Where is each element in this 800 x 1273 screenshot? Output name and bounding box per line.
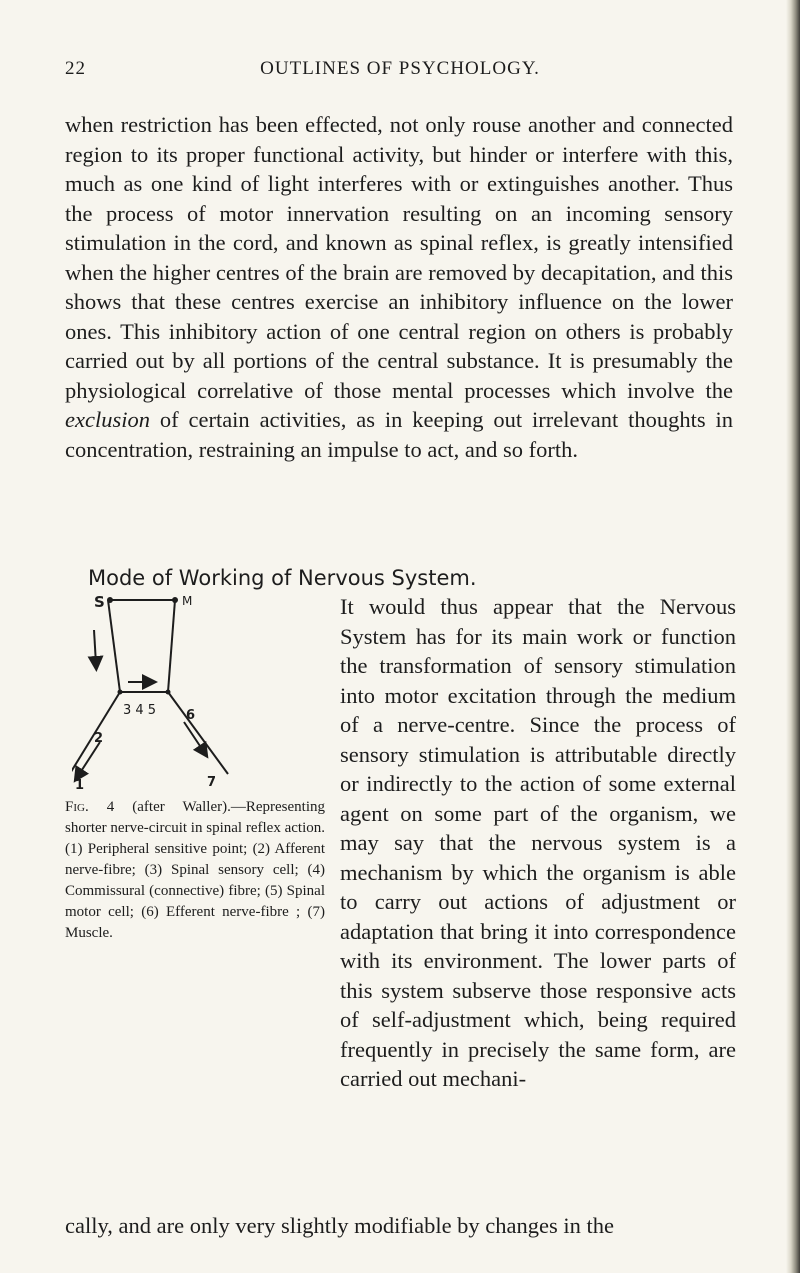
running-head bbox=[65, 58, 735, 88]
label-m: M bbox=[182, 594, 193, 608]
page-number: 22 bbox=[65, 58, 86, 79]
paragraph-emphasis: exclusion bbox=[65, 407, 150, 432]
nerve-circuit-diagram bbox=[72, 592, 334, 792]
motor-point-dot bbox=[172, 597, 178, 603]
paragraph-text-end: of certain activities, as in keeping out irrelevant thoughts in concentration, restraining an impulse to act, and so forth. bbox=[65, 407, 733, 462]
label-2: 2 bbox=[94, 731, 104, 746]
motor-cell-dot bbox=[166, 690, 171, 695]
efferent-fibre bbox=[168, 692, 228, 774]
paragraph-text: when restriction has been effected, not only rouse another and connected region to its proper functional activity, but hinder or interfere with this, much as one kind of light interferes with or extinguishes another. Thus the process of motor innervation resulting on an incoming sensory stimulation in the cord, and known as spinal reflex, is greatly intensified when the higher centres of the brain are removed by decapitation, and this shows that these centres exercise an inhibitory influence on the lower ones. This inhibitory action of one central region on others is probably carried out by all portions of the central substance. It is presumably the physiological correlative of those mental processes which involve the bbox=[65, 112, 733, 403]
figure-caption bbox=[65, 797, 325, 944]
caption-label: Fig. 4 bbox=[65, 799, 115, 815]
label-1: 1 bbox=[75, 778, 85, 792]
section-side-text: It would thus appear that the Nervous System has for its main work or function the transformation of sensory stimulation into motor excitation through the medium of a nerve-centre. Since the process of sensory stimulation is attributable directly or indirectly to the action of some external agent on some part of the organism, we may say that the nervous system is a mechanism by which the organism is able to carry out actions of adjustment or adaptation that bring it into correspondence with its environment. The lower parts of this system subserve those responsive acts of self-adjustment which, being required frequently in precisely the same form, are carried out mechani- bbox=[340, 594, 736, 1091]
label-6: 6 bbox=[186, 708, 196, 723]
label-s: S bbox=[94, 593, 105, 611]
body-paragraph bbox=[65, 110, 733, 464]
sensory-cell-dot bbox=[118, 690, 123, 695]
label-7: 7 bbox=[207, 775, 217, 790]
caption-text: (after Waller).—Representing shorter nerve-circuit in spinal reflex action. (1) Peripheral sensitive point; (2) Afferent nerve-fibre; (3) Spinal sensory cell; (4) Commissural (connective) fibre; (5) Spinal motor cell; (6) Efferent nerve-fibre ; (7) Muscle. bbox=[65, 799, 325, 941]
label-345: 3 4 5 bbox=[123, 703, 157, 718]
sensory-point-dot bbox=[107, 597, 113, 603]
nerve-circuit-figure bbox=[72, 592, 334, 792]
page-edge bbox=[786, 0, 800, 1273]
running-title: OUTLINES OF PSYCHOLOGY. bbox=[260, 58, 540, 79]
section-heading-line bbox=[88, 563, 738, 594]
section-heading: Mode of Working of Nervous System. bbox=[88, 566, 477, 590]
left-arrow bbox=[94, 630, 96, 664]
section-last-line: cally, and are only very slightly modifiable by changes in the bbox=[65, 1213, 615, 1238]
right-upper-fibre bbox=[168, 600, 175, 692]
afferent-arrow bbox=[78, 742, 100, 776]
left-upper-fibre bbox=[108, 600, 120, 692]
